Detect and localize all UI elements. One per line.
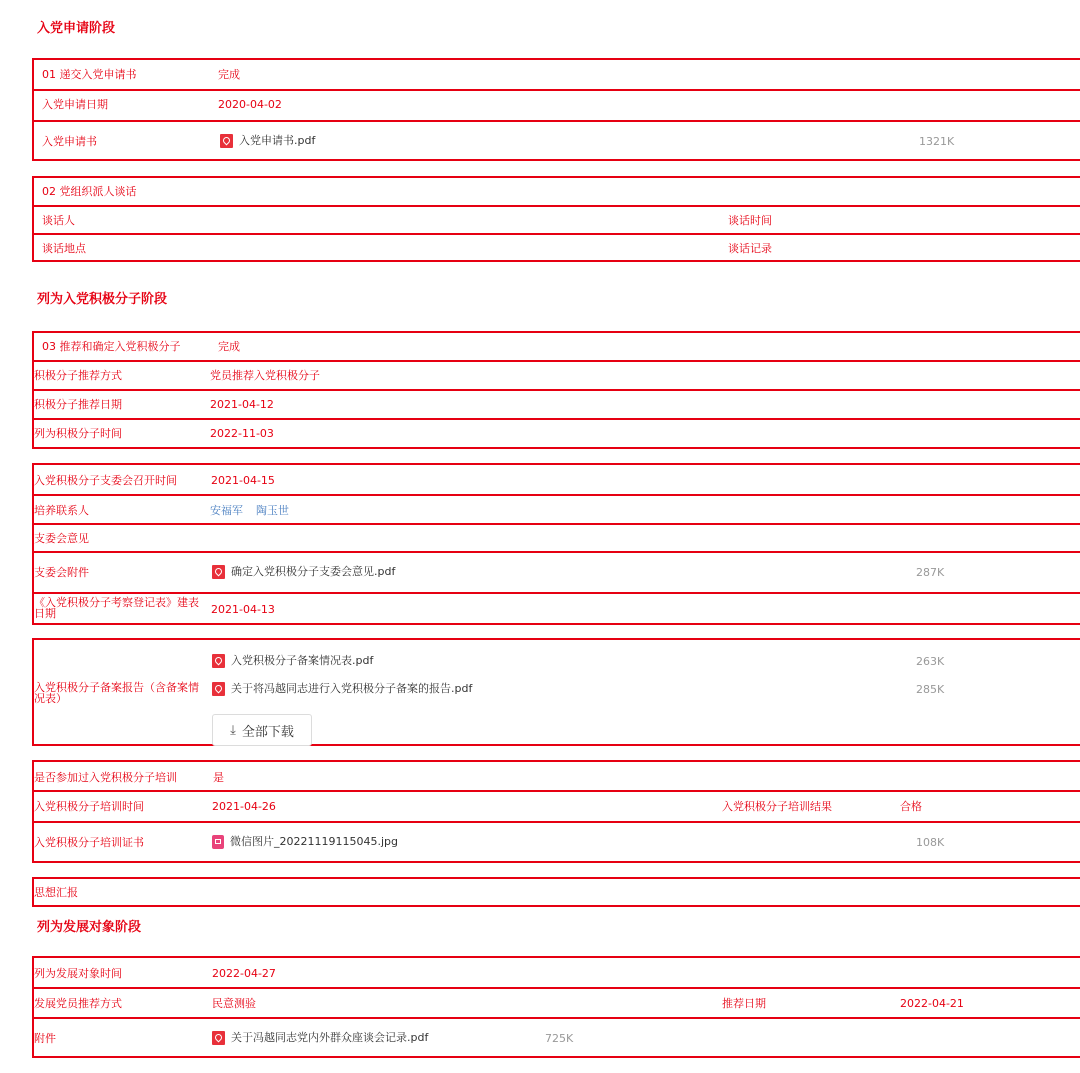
talk-box — [32, 176, 1080, 262]
training-box — [32, 760, 1080, 863]
meeting-attach-link[interactable] — [212, 565, 395, 579]
contact-person-2[interactable]: 陶玉世 — [256, 504, 289, 517]
application-date-row — [34, 89, 1080, 120]
pdf-icon — [212, 565, 225, 579]
register-form-label-line2: 日期 — [34, 607, 56, 620]
filing-file-1-size: 263K — [916, 655, 945, 668]
application-file-size: 1321K — [919, 135, 955, 148]
training-cert-size: 108K — [916, 836, 945, 849]
recommend-date-label: 积极分子推荐日期 — [34, 398, 122, 411]
talk-place-label: 谈话地点 — [42, 242, 86, 255]
training-cert-label: 入党积极分子培训证书 — [34, 836, 144, 849]
pdf-icon — [220, 134, 233, 148]
training-result-label: 入党积极分子培训结果 — [722, 800, 832, 813]
training-time-row — [34, 790, 1080, 822]
pdf-icon — [212, 682, 225, 696]
recommend-method-value: 党员推荐入党积极分子 — [210, 369, 320, 382]
development-attach-link[interactable] — [212, 1031, 428, 1045]
development-method-row — [34, 987, 1080, 1018]
stage-title-development: 列为发展对象阶段 — [37, 920, 142, 935]
contact-row — [34, 494, 1080, 524]
training-result-value: 合格 — [900, 800, 922, 813]
step-02-label: 02 党组织派人谈话 — [42, 185, 137, 198]
trained-label: 是否参加过入党积极分子培训 — [34, 771, 177, 784]
opinion-label: 支委会意见 — [34, 532, 89, 545]
development-attach-row — [34, 1017, 1080, 1058]
stage-title-activist: 列为入党积极分子阶段 — [37, 292, 168, 307]
talk-place-row — [34, 233, 1080, 262]
filing-file-2-link[interactable] — [212, 682, 472, 696]
contact-label: 培养联系人 — [34, 504, 89, 517]
activist-date-value: 2022-11-03 — [210, 427, 274, 440]
thought-report-label: 思想汇报 — [34, 886, 78, 899]
register-form-label-line1: 《入党积极分子考察登记表》建表 — [34, 596, 199, 609]
talker-label: 谈话人 — [42, 214, 75, 227]
development-time-value: 2022-04-27 — [212, 967, 276, 980]
image-icon — [212, 835, 224, 849]
application-file-row — [34, 120, 1080, 161]
training-cert-row — [34, 821, 1080, 863]
recommend-date-row — [34, 389, 1080, 419]
filing-file-2-name: 关于将冯越同志进行入党积极分子备案的报告.pdf — [231, 682, 473, 695]
application-date-label: 入党申请日期 — [42, 98, 108, 111]
filing-report-label-line1: 入党积极分子备案报告（含备案情 — [34, 681, 199, 694]
thought-report-box — [32, 877, 1080, 907]
register-form-row — [34, 592, 1080, 625]
download-all-label: 全部下载 — [241, 724, 294, 740]
meeting-attach-label: 支委会附件 — [34, 566, 89, 579]
download-all-button[interactable] — [212, 714, 312, 746]
recommend-date-value: 2021-04-12 — [210, 398, 274, 411]
step-03-row — [34, 333, 1080, 360]
meeting-attach-name: 确定入党积极分子支委会意见.pdf — [231, 565, 396, 578]
step-01-label: 01 递交入党申请书 — [42, 68, 137, 81]
filing-file-1-link[interactable] — [212, 654, 373, 668]
meeting-attach-size: 287K — [916, 566, 945, 579]
training-time-value: 2021-04-26 — [212, 800, 276, 813]
meeting-time-value: 2021-04-15 — [211, 474, 275, 487]
development-method-value: 民意测验 — [212, 997, 256, 1010]
filing-file-1-name: 入党积极分子备案情况表.pdf — [231, 654, 374, 667]
development-attach-label: 附件 — [34, 1032, 56, 1045]
meeting-time-row — [34, 465, 1080, 494]
application-file-label: 入党申请书 — [42, 135, 97, 148]
application-box — [32, 58, 1080, 161]
development-time-label: 列为发展对象时间 — [34, 967, 122, 980]
activist-date-label: 列为积极分子时间 — [34, 427, 122, 440]
stage-title-application: 入党申请阶段 — [37, 21, 116, 36]
opinion-row — [34, 523, 1080, 552]
training-cert-name: 微信图片_20221119115045.jpg — [230, 835, 398, 848]
trained-value: 是 — [213, 771, 224, 784]
development-time-row — [34, 958, 1080, 987]
register-form-label — [34, 597, 199, 619]
recommend-method-label: 积极分子推荐方式 — [34, 369, 122, 382]
filing-report-label-line2: 况表） — [34, 692, 67, 705]
trained-row — [34, 762, 1080, 790]
step-01-row — [34, 60, 1080, 89]
register-form-value: 2021-04-13 — [211, 603, 275, 616]
filing-file-2-size: 285K — [916, 683, 945, 696]
development-recdate-value: 2022-04-21 — [900, 997, 964, 1010]
meeting-time-label: 入党积极分子支委会召开时间 — [34, 474, 177, 487]
talker-row — [34, 205, 1080, 234]
application-date-value: 2020-04-02 — [218, 98, 282, 111]
application-file-name: 入党申请书.pdf — [239, 134, 316, 147]
step-03-status: 完成 — [218, 340, 240, 353]
development-recdate-label: 推荐日期 — [722, 997, 766, 1010]
download-icon: ⤓ — [230, 722, 236, 738]
talk-time-label: 谈话时间 — [728, 214, 772, 227]
activist-recommend-box — [32, 331, 1080, 449]
talk-record-label: 谈话记录 — [728, 242, 772, 255]
development-box — [32, 956, 1080, 1058]
step-03-label: 03 推荐和确定入党积极分子 — [42, 340, 181, 353]
contact-person-1[interactable]: 安福军 — [210, 504, 243, 517]
training-cert-link[interactable] — [212, 835, 398, 849]
filing-report-box — [32, 638, 1080, 746]
pdf-icon — [212, 654, 225, 668]
development-method-label: 发展党员推荐方式 — [34, 997, 122, 1010]
training-time-label: 入党积极分子培训时间 — [34, 800, 144, 813]
step-01-status: 完成 — [218, 68, 240, 81]
meeting-attach-row — [34, 551, 1080, 593]
application-file-link[interactable] — [220, 134, 315, 148]
pdf-icon — [212, 1031, 225, 1045]
branch-meeting-box — [32, 463, 1080, 625]
development-attach-size: 725K — [545, 1032, 574, 1045]
step-02-row — [34, 178, 1080, 205]
recommend-method-row — [34, 360, 1080, 390]
development-attach-name: 关于冯越同志党内外群众座谈会记录.pdf — [231, 1031, 429, 1044]
activist-date-row — [34, 418, 1080, 448]
filing-report-label — [34, 682, 199, 704]
